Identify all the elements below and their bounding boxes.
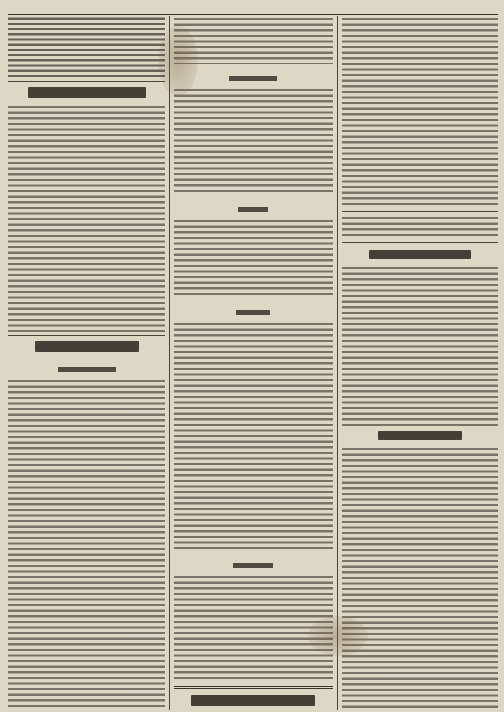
- article-text-block: [342, 265, 498, 427]
- article-heading: [174, 693, 333, 709]
- column-rule: [169, 16, 170, 710]
- article-text-block: [174, 218, 333, 298]
- article-heading: [342, 246, 498, 262]
- columns: [8, 16, 498, 710]
- article-text-block: [174, 87, 333, 195]
- column-1: [8, 16, 165, 710]
- article-text-block: [342, 446, 498, 710]
- divider: [342, 211, 498, 212]
- divider: [8, 81, 165, 82]
- divider: [174, 686, 333, 689]
- section-subheading: [174, 300, 333, 319]
- article-heading: [8, 85, 165, 101]
- article-text-block: [8, 378, 165, 710]
- section-subheading: [174, 553, 333, 572]
- article-text-block: [174, 321, 333, 551]
- column-3: [342, 16, 498, 710]
- masthead-rule: [8, 14, 498, 15]
- divider: [8, 335, 165, 336]
- section-subheading: [174, 197, 333, 216]
- section-subheading: [8, 357, 165, 376]
- announcement-block: [342, 215, 498, 239]
- article-text-block: [342, 16, 498, 208]
- section-subheading: [174, 66, 333, 85]
- article-text-block: [174, 574, 333, 682]
- divider: [342, 242, 498, 243]
- article-heading: [342, 427, 498, 443]
- article-text-block: [8, 16, 165, 78]
- article-text-block: [174, 16, 333, 64]
- article-text-block: [8, 104, 165, 332]
- masthead: [8, 3, 498, 13]
- column-rule: [337, 16, 338, 710]
- article-heading: [8, 339, 165, 355]
- column-2: [174, 16, 333, 710]
